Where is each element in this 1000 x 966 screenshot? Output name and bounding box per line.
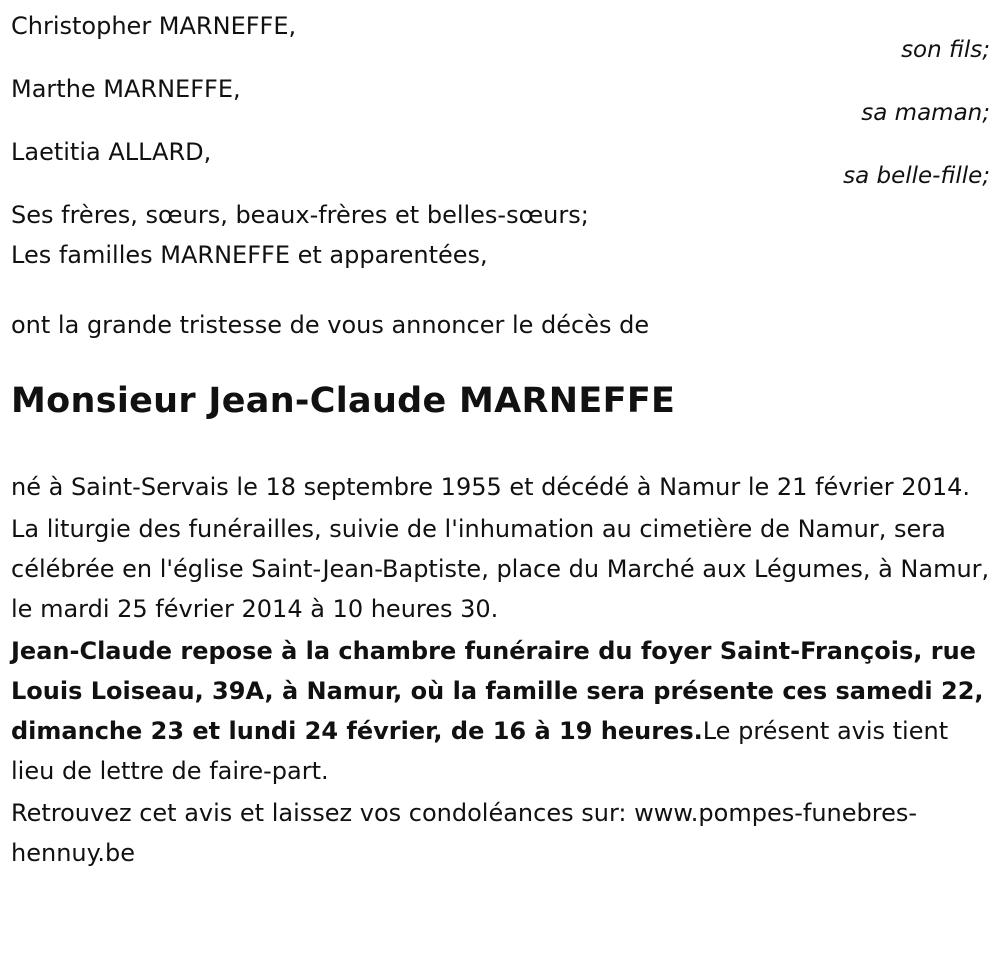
relative-entry [11,0,990,63]
relative-entry [11,126,990,189]
repose-tail-text: Le présent avis tient lieu de lettre de faire-part. [11,717,949,785]
condolences-link[interactable]: www.pompes-funebres-hennuy.be [11,799,918,867]
relative-relation: son fils; [901,37,990,63]
condolences-paragraph [11,793,990,873]
family-line: Les familles MARNEFFE et apparentées, [11,241,488,269]
relative-relation: sa belle-fille; [843,163,990,189]
family-line: Ses frères, sœurs, beaux-frères et belles-sœurs; [11,201,589,229]
relative-relation: sa maman; [861,100,990,126]
relative-name: Christopher MARNEFFE, [11,12,297,40]
funeral-paragraph: La liturgie des funérailles, suivie de l'inhumation au cimetière de Namur, sera célébrée en l'église Saint-Jean-Baptiste, place du Marché aux Légumes, à Namur, le mardi 25 février 2014 à 10 heures 30. [11,515,990,623]
relative-name: Marthe MARNEFFE, [11,75,241,103]
relative-entry [11,63,990,126]
relative-name: Laetitia ALLARD, [11,138,212,166]
deceased-name: Monsieur Jean-Claude MARNEFFE [11,381,676,421]
announcement-text: ont la grande tristesse de vous annoncer le décès de [11,311,650,339]
condolences-text: Retrouvez cet avis et laissez vos condoléances sur: [11,799,635,827]
family-lines [11,195,990,275]
birth-death-paragraph: né à Saint-Servais le 18 septembre 1955 et décédé à Namur le 21 février 2014. [11,473,971,501]
repose-paragraph [11,631,990,791]
repose-bold-text: Jean-Claude repose à la chambre funéraire du foyer Saint-François, rue Louis Loiseau, 39A, à Namur, où la famille sera présente ces samedi 22, dimanche 23 et lundi 24 février, de 16 à 19 heures. [11,637,984,745]
